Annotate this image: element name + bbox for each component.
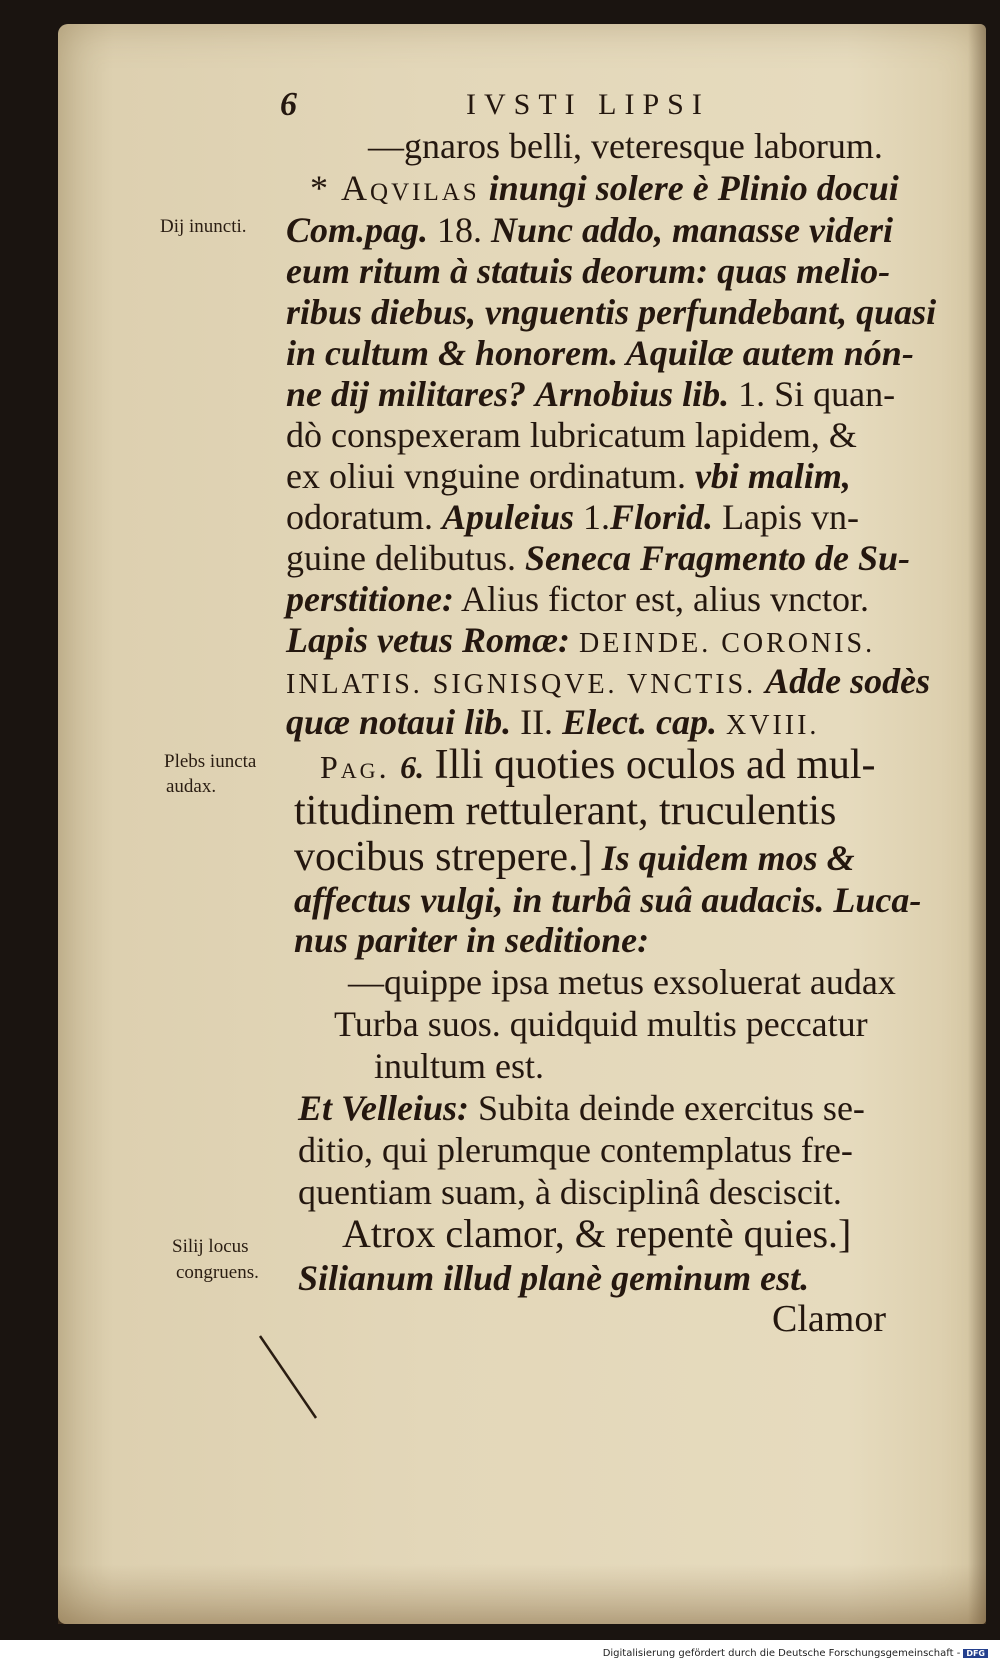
text-line-23: inultum est. — [374, 1046, 544, 1086]
catchword: Clamor — [772, 1298, 886, 1340]
text-span: Subita deinde exercitus se- — [478, 1088, 865, 1128]
text-line-1: —gnaros belli, veteresque laborum. — [368, 126, 883, 166]
text-line-10 — [286, 499, 859, 535]
text-span: vbi malim, — [694, 456, 851, 496]
text-span: Seneca Fragmento de Su- — [524, 538, 910, 578]
footer-credit-text: Digitalisierung gefördert durch die Deutsche Forschungsgemeinschaft - — [602, 1648, 961, 1659]
dfg-logo: DFG — [963, 1649, 988, 1658]
text-line-8: dò conspexeram lubricatum lapidem, & — [286, 415, 857, 455]
text-span: quæ notaui lib. — [286, 702, 512, 742]
text-span: Lapis vetus Romæ: — [286, 620, 570, 660]
text-span-inscription: INLATIS. SIGNISQVE. VNCTIS. — [286, 669, 757, 700]
text-line-25: ditio, qui plerumque contemplatus fre- — [298, 1130, 853, 1170]
footer-credit — [603, 1648, 988, 1659]
text-span: 1. — [583, 497, 611, 537]
text-line-16 — [320, 744, 876, 786]
text-line-19: affectus vulgi, in turbâ suâ audacis. Luca- — [294, 880, 922, 920]
text-span: Illi quoties oculos ad mul- — [434, 742, 876, 788]
text-span: II. — [520, 702, 554, 742]
text-line-14 — [286, 663, 930, 699]
margin-note-audax: audax. — [166, 776, 217, 797]
text-line-15 — [286, 704, 819, 740]
text-span-pag: Pag. — [320, 749, 390, 785]
text-span: Alius fictor est, alius vnctor. — [461, 579, 869, 619]
page-text — [58, 24, 986, 1624]
text-line-9 — [286, 458, 851, 494]
text-line-17: titudinem rettulerant, truculentis — [294, 788, 837, 834]
margin-note-silij: Silij locus — [172, 1236, 249, 1257]
text-span: Elect. cap. — [562, 702, 718, 742]
text-span: ne dij militares? — [286, 374, 527, 414]
text-span: 6. — [400, 749, 425, 785]
text-span: Lapis vn- — [722, 497, 860, 537]
text-span: 1. Si quan- — [738, 374, 896, 414]
text-span: inungi solere è Plinio docui — [488, 168, 899, 208]
text-line-4: eum ritum à statuis deorum: quas melio- — [286, 251, 891, 291]
text-line-6: in cultum & honorem. Aquilæ autem nón- — [286, 333, 914, 373]
text-line-26: quentiam suam, à disciplinâ desciscit. — [298, 1172, 842, 1212]
text-line-20: nus pariter in seditione: — [294, 920, 650, 960]
text-span: Is quidem mos & — [601, 838, 855, 878]
text-line-2 — [310, 170, 899, 206]
margin-note-plebs: Plebs iuncta — [164, 751, 257, 772]
text-span-aqvilas: * Aqvilas — [310, 168, 480, 208]
text-span: Florid. — [610, 497, 714, 537]
margin-note-dij-inuncti: Dij inuncti. — [160, 216, 247, 237]
text-span-inscription: DEINDE. CORONIS. — [579, 628, 876, 659]
text-line-27: Atrox clamor, & repentè quies.] — [342, 1211, 852, 1256]
text-line-11 — [286, 540, 910, 576]
text-span: guine delibutus. — [286, 538, 516, 578]
text-span: 18. — [437, 210, 483, 250]
text-span: odoratum. — [286, 497, 433, 537]
page-number: 6 — [280, 86, 297, 123]
text-span: Adde sodès — [765, 661, 931, 701]
text-line-24 — [298, 1090, 865, 1126]
text-span: vocibus strepere.] — [294, 834, 593, 880]
text-span: Et Velleius: — [298, 1088, 470, 1128]
text-span: perstitione: — [286, 579, 454, 619]
text-line-13 — [286, 622, 875, 658]
running-title: IVSTI LIPSI — [466, 88, 710, 121]
pen-mark — [258, 1334, 328, 1424]
text-span: Nunc addo, manasse videri — [491, 210, 894, 250]
text-line-5: ribus diebus, vnguentis perfundebant, quasi — [286, 292, 937, 332]
text-line-18 — [294, 836, 855, 878]
text-span: ex oliui vnguine ordinatum. — [286, 456, 686, 496]
margin-note-congruens: congruens. — [176, 1262, 259, 1283]
text-line-21: —quippe ipsa metus exsoluerat audax — [348, 962, 896, 1002]
text-line-28: Silianum illud planè geminum est. — [298, 1258, 810, 1298]
text-line-12 — [286, 581, 869, 617]
book-page — [58, 24, 986, 1624]
text-line-3 — [286, 212, 893, 248]
text-span: Com.pag. — [286, 210, 429, 250]
text-span: Arnobius lib. — [535, 374, 730, 414]
text-span: XVIII. — [726, 710, 820, 741]
text-span: Apuleius — [441, 497, 575, 537]
text-line-22: Turba suos. quidquid multis peccatur — [334, 1004, 868, 1044]
text-line-7 — [286, 376, 895, 412]
